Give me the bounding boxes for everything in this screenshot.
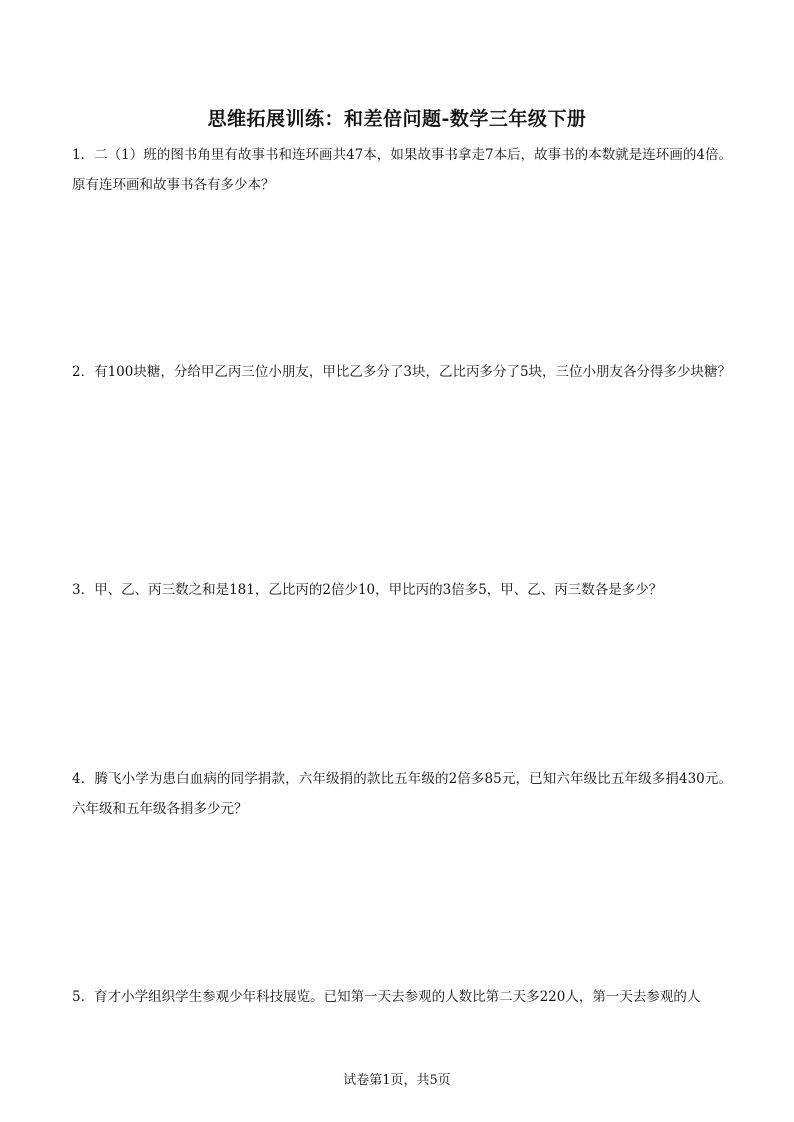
question-5: 5．育才小学组织学生参观少年科技展览。已知第一天去参观的人数比第二天多220人，第一天去参观的人 bbox=[72, 989, 701, 1005]
question-3: 3．甲、乙、丙三数之和是181，乙比丙的2倍少10，甲比丙的3倍多5，甲、乙、丙三数各是多少？ bbox=[72, 582, 663, 598]
document-title: 思维拓展训练：和差倍问题-数学三年级下册 bbox=[207, 108, 587, 130]
question-4: 4．腾飞小学为患白血病的同学捐款，六年级捐的款比五年级的2倍多85元，已知六年级比五年级多捐430元。六年级和五年级各捐多少元？ bbox=[72, 771, 732, 817]
question-2: 2．有100块糖，分给甲乙丙三位小朋友，甲比乙多分了3块，乙比丙多分了5块，三位小朋友各分得多少块糖？ bbox=[72, 364, 732, 380]
page-footer: 试卷第1页，共5页 bbox=[343, 1073, 451, 1088]
question-1: 1．二（1）班的图书角里有故事书和连环画共47本，如果故事书拿走7本后，故事书的本数就是连环画的4倍。原有连环画和故事书各有多少本？ bbox=[72, 147, 732, 193]
